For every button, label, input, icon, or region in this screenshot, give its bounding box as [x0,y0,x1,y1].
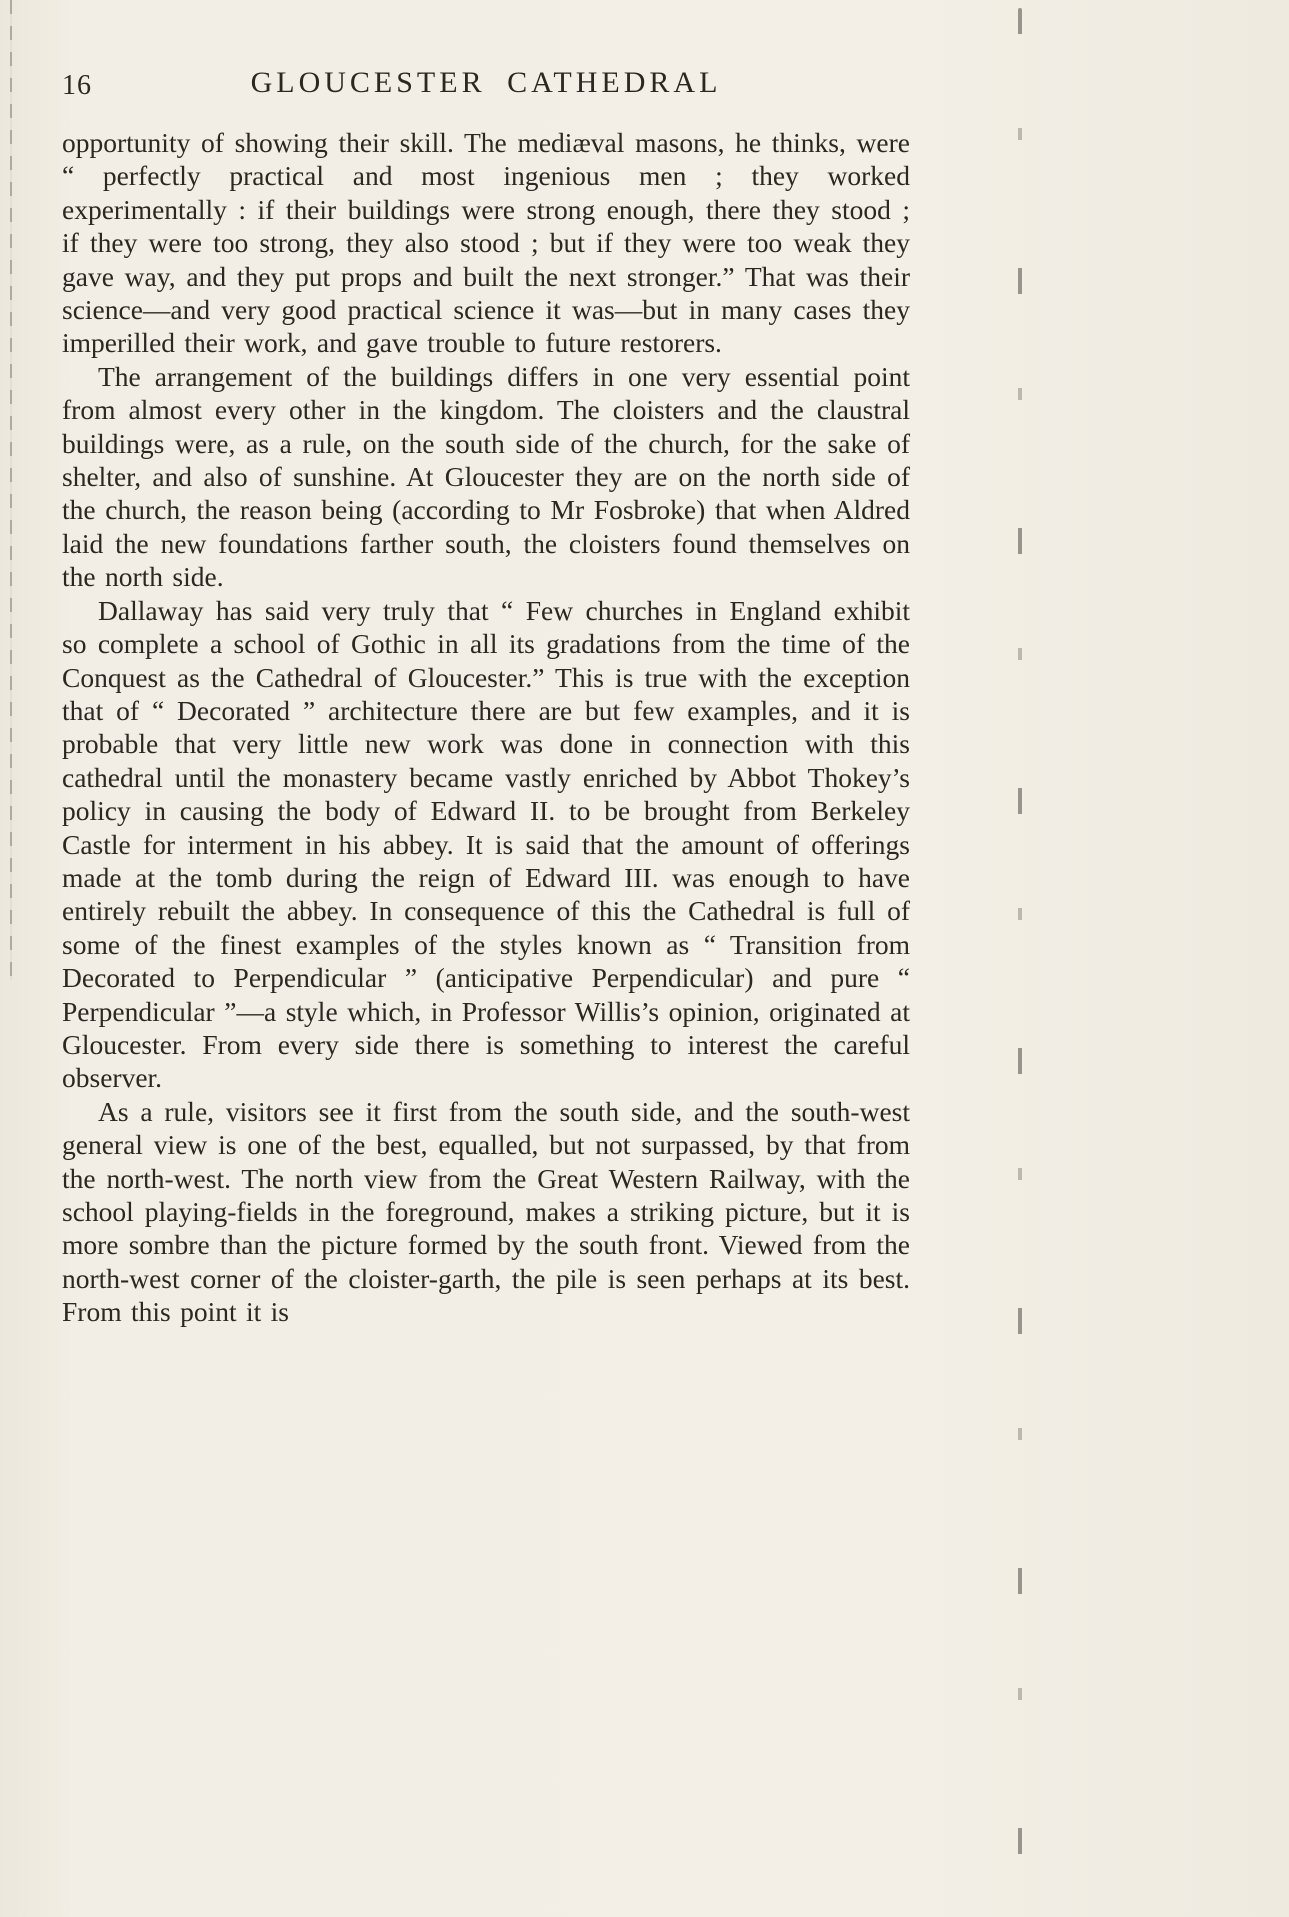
paragraph-3: Dallaway has said very truly that “ Few churches in England exhibit so complete a school of Gothic in all its gradations from the time of the Conquest as the Cathedral of Gloucester.” This is true with the exception that of “ Decorated ” architecture there are but few examples, and it is probable that very little new work was done in connection with this cathedral until the monastery became vastly enriched by Abbot Thokey’s policy in causing the body of Edward II. to be brought from Berkeley Castle for interment in his abbey. It is said that the amount of offerings made at the tomb during the reign of Edward III. was enough to have entirely rebuilt the abbey. In consequence of this the Cathedral is full of some of the finest examples of the styles known as “ Transition from Decorated to Perpendicular ” (anticipative Perpendicular) and pure “ Perpendicular ”—a style which, in Professor Willis’s opinion, originated at Gloucester. From every side there is something to interest the careful observer. [62,594,910,1094]
page-header [62,66,910,106]
scan-artifact-right-marks [1018,8,1022,1908]
page-number: 16 [62,70,92,101]
body-text [62,126,910,1329]
paragraph-4: As a rule, visitors see it first from the south side, and the south-west general view is one of the best, equalled, but not surpassed, by that from the north-west. The north view from the Great Western Railway, with the school playing-fields in the foreground, makes a striking picture, but it is more sombre than the picture formed by the south front. Viewed from the north-west corner of the cloister-garth, the pile is seen perhaps at its best. From this point it is [62,1095,910,1328]
page-title: GLOUCESTER CATHEDRAL [250,66,722,99]
paragraph-2: The arrangement of the buildings differs in one very essential point from almost every other in the kingdom. The cloisters and the claustral buildings were, as a rule, on the south side of the church, for the sake of shelter, and also of sunshine. At Gloucester they are on the north side of the church, the reason being (according to Mr Fosbroke) that when Aldred laid the new foundations farther south, the cloisters found themselves on the north side. [62,360,910,593]
paragraph-1: opportunity of showing their skill. The mediæval masons, he thinks, were “ perfectly practical and most ingenious men ; they worked experimentally : if their buildings were strong enough, there they stood ; if they were too strong, they also stood ; but if they were too weak they gave way, and they put props and built the next stronger.” That was their science—and very good practical science it was—but in many cases they imperilled their work, and gave trouble to future restorers. [62,127,910,359]
scan-artifact-left-line [10,0,12,980]
